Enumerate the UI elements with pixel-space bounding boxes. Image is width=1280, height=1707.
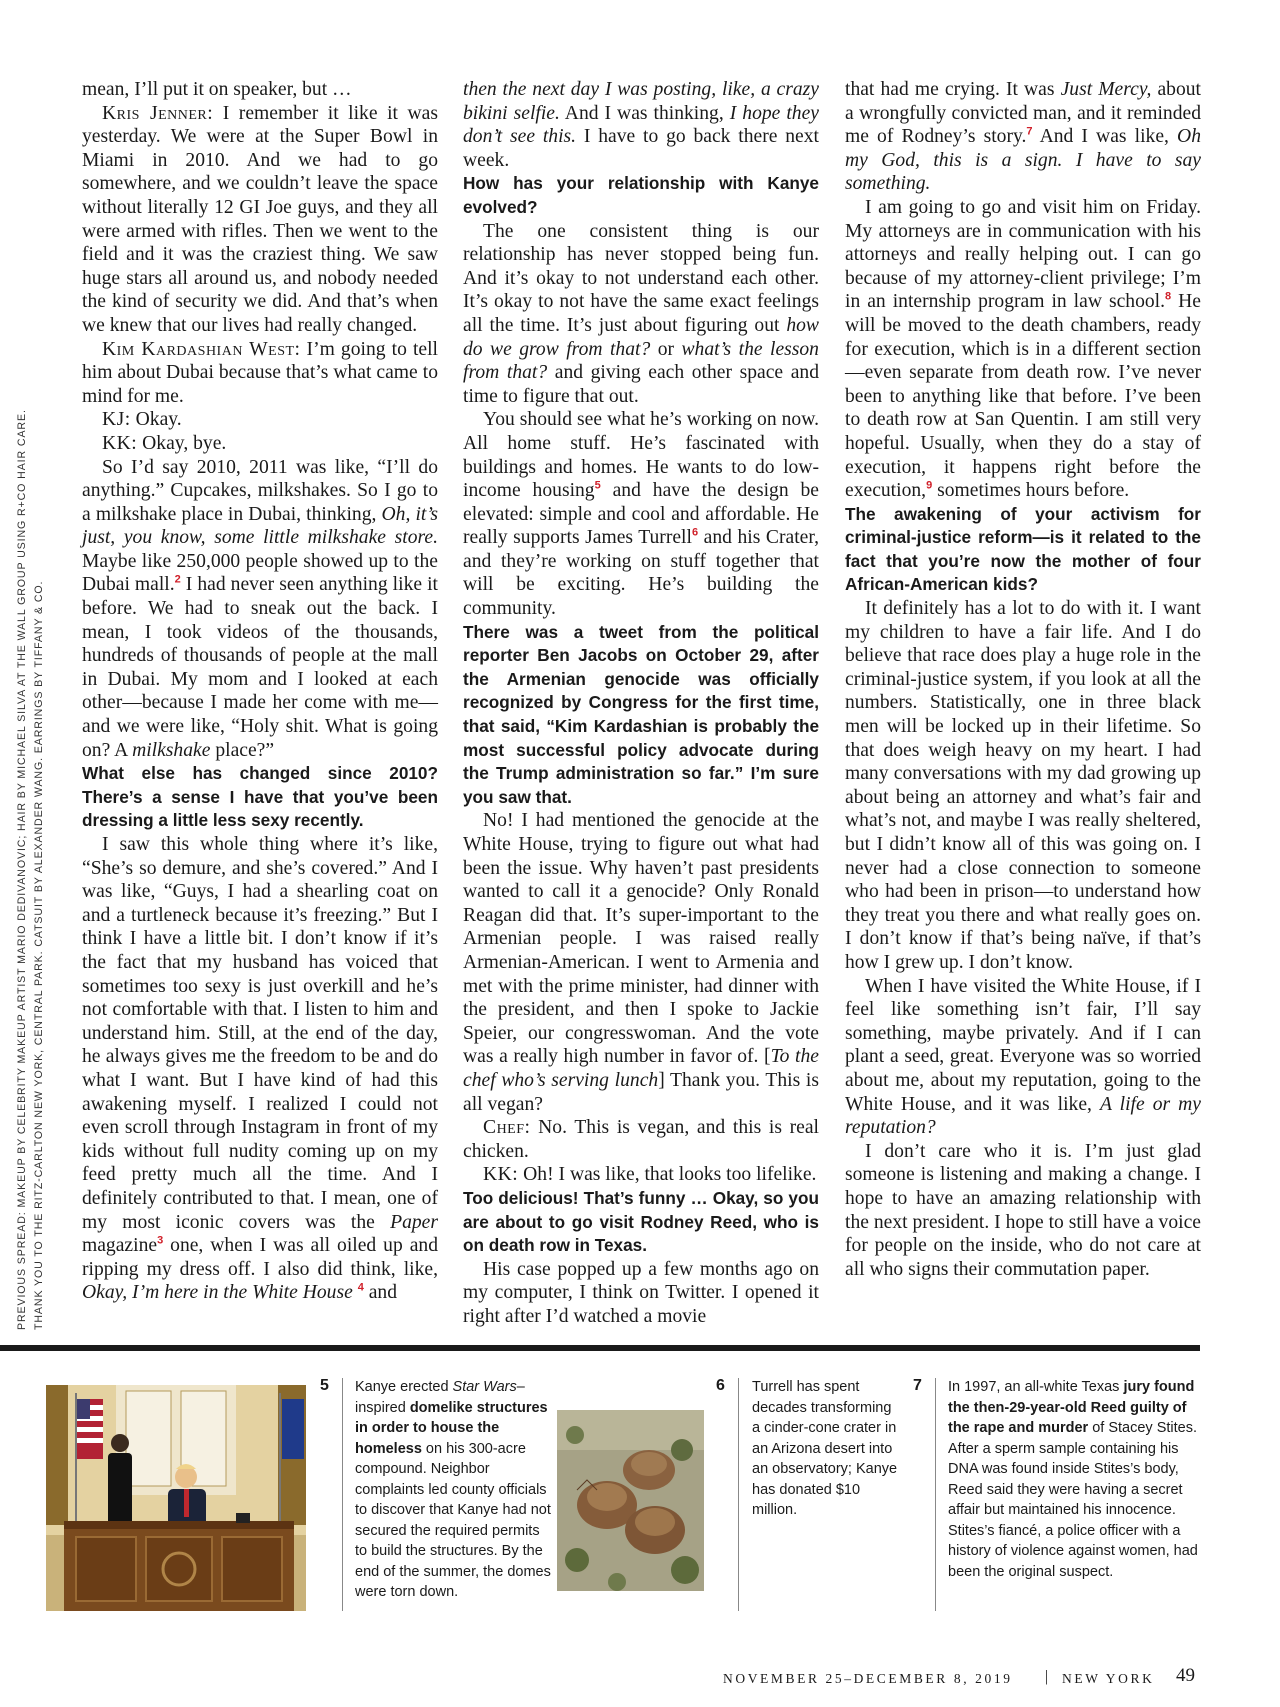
footnote-marker[interactable]: 9 <box>926 479 933 492</box>
paragraph: I don’t care who it is. I’m just glad someone is listening and making a change. I hope to have an amazing relationship with the next president. I hope to still have a voice for people on the inside, who do not care at all who signs their commutation paper. <box>845 1140 1201 1280</box>
interview-question: What else has changed since 2010? There’s a sense I have that you’ve been dressing a little less sexy recently. <box>82 763 438 831</box>
footnote-rule <box>738 1378 739 1611</box>
interview-question: How has your relationship with Kanye evolved? <box>463 173 819 217</box>
footnote-number-5: 5 <box>320 1377 329 1394</box>
paragraph: You should see what he’s working on now. All home stuff. He’s fascinated with buildings and homes. He wants to do low-income housing$^5$ and have the design be elevated: simple and cool and affordable. He really supports James Turrell$^6$ and his Crater, and they’re working on stuff together that will be exciting. He’s building the community. <box>463 409 819 620</box>
photo-credits <box>14 330 48 1330</box>
paragraph: that had me crying. It was Just Mercy, about a wrongfully convicted man, and it reminded me of Rodney’s story.$^7$ And I was like, Oh my God, this is a sign. I have to say something. <box>845 79 1201 195</box>
page-number: 49 <box>1176 1665 1195 1686</box>
interview-question: The awakening of your activism for criminal-justice reform—is it related to the fact that you’re now the mother of four African-American kids? <box>845 503 1201 595</box>
paragraph: I saw this whole thing where it’s like, “She’s so demure, and she’s covered.” And I was like, “Guys, I had a shearling coat on and a turtleneck because it’s freezing.” But I think I have a little bit. I don’t know if it’s the fact that my husband has voiced that sometimes too sexy is just overkill and he’s not comfortable with that. I listen to him and understand him. Still, at the end of the day, he always gives me the freedom to be and do what I want. But I have kind of had this awakening myself. I realized I could not even scroll through Instagram in front of my kids without full nudity coming up on my feed pretty much all the time. And I definitely contributed to that. I mean, one of my most iconic covers was the Paper magazine$^3$ one, when I was all oiled up and ripping my dress off. I also did think, like, Okay, I’m here in the White House $^4$ and <box>82 834 438 1304</box>
footnote-marker[interactable]: 8 <box>1165 290 1172 303</box>
article-column-3 <box>845 78 1201 1281</box>
footnote-7-text: In 1997, an all-white Texas jury found the then-29-year-old Reed guilty of the rape and murder of Stacey Stites. After a sperm sample containing his DNA was found inside Stites’s body, Reed said they were having a secret affair but maintained his innocence. Stites’s fiancé, a police officer with a history of violence against women, had been the original suspect. <box>948 1379 1198 1580</box>
paragraph: His case popped up a few months ago on my computer, I think on Twitter. I opened it right after I’d watched a movie <box>463 1258 819 1327</box>
footnote-marker[interactable]: 3 <box>157 1234 164 1247</box>
speaker-label: Chef: <box>483 1117 531 1139</box>
paragraph: KJ: Okay. <box>102 409 182 431</box>
footnote-marker[interactable]: 2 <box>174 573 181 586</box>
paragraph: The one consistent thing is our relationship has never stopped being fun. And it’s okay to not understand each other. It’s okay to not have the same exact feelings all the time. It’s just about figuring out how do we grow from that? or what’s the lesson from that? and giving each other space and time to figure that out. <box>463 220 819 407</box>
footnote-number-7: 7 <box>913 1377 922 1394</box>
paragraph: I am going to go and visit him on Friday. My attorneys are in communication with his attorneys and really helping out. I can go because of my attorney-client privilege; I’m in an internship program in law school.$^8$ He will be moved to the death chambers, ready for execution, which is in a different section—even separate from death row. I’ve never been to anything like that before. I’ve been to death row at San Quentin. I am still very hopeful. Usually, when they do a stay of execution, it happens right before the execution,$^9$ sometimes hours before. <box>845 196 1201 502</box>
photo-oval-office <box>46 1385 306 1611</box>
footnote-marker[interactable]: 7 <box>1026 125 1033 138</box>
footnote-rule <box>342 1378 343 1611</box>
paragraph: Chef: No. This is vegan, and this is real chicken. <box>463 1117 819 1162</box>
footnote-rule <box>935 1378 936 1611</box>
paragraph: mean, I’ll put it on speaker, but … <box>82 79 352 100</box>
photo-dome-structures <box>557 1410 704 1591</box>
magazine-name: NEW YORK <box>1062 1671 1155 1686</box>
interview-question: Too delicious! That’s funny … Okay, so you are about to go visit Rodney Reed, who is on death row in Texas. <box>463 1187 819 1256</box>
paragraph: It definitely has a lot to do with it. I want my children to have a fair life. And I do believe that race does play a huge role in the criminal-justice system, if you look at all the numbers. Statistically, one in three black men will be locked up in their lifetime. So that does weigh heavy on my heart. I had many conversations with my dad growing up about being an attorney and what’s fair and what’s not, and maybe I was really sheltered, but I didn’t know all of this was going on. I never had a close connection to someone who had been in prison—to understand how they treat you there and what really goes on. I don’t know if that’s being naïve, if that’s how I grew up. I don’t know. <box>845 598 1201 973</box>
paragraph: So I’d say 2010, 2011 was like, “I’ll do anything.” Cupcakes, milkshakes. So I go to a milkshake place in Dubai, thinking, Oh, it’s just, you know, some little milkshake store. Maybe like 250,000 people showed up to the Dubai mall.$^2$ I had never seen anything like it before. We had to sneak out the back. I mean, I took videos of the thousands, hundreds of thousands of people at the mall in Dubai. My mom and I looked at each other—because I made her come with me—and we were like, “Holy shit. What is going on? A milkshake place?” <box>82 456 438 761</box>
speaker-label: KJ: <box>102 409 131 431</box>
speaker-label: Kris Jenner: <box>102 102 214 124</box>
section-divider <box>0 1345 1200 1351</box>
speaker-label: KK: <box>483 1164 519 1186</box>
credit-line-2: THANK YOU TO THE RITZ-CARLTON NEW YORK, CENTRAL PARK. CATSUIT BY ALEXANDER WANG. EARRINGS BY TIFFANY & CO. <box>33 580 45 1330</box>
footnote-number-6: 6 <box>716 1377 725 1394</box>
footnote-marker[interactable]: 5 <box>594 479 601 492</box>
paragraph: KK: Oh! I was like, that looks too lifelike. <box>483 1164 817 1186</box>
interview-question: There was a tweet from the political reporter Ben Jacobs on October 29, after the Armenian genocide was officially recognized by Congress for the first time, that said, “Kim Kardashian is probably the most successful policy advocate during the Trump administration so far.” I’m sure you saw that. <box>463 621 819 807</box>
footnote-6-text: Turrell has spent decades transforming a cinder-cone crater in an Arizona desert into an observatory; Kanye has donated $10 million. <box>752 1379 898 1518</box>
issue-date: NOVEMBER 25–DECEMBER 8, 2019 <box>723 1671 1013 1686</box>
paragraph: then the next day I was posting, like, a crazy bikini selfie. And I was thinking, I hope they don’t see this. I have to go back there next week. <box>463 79 819 171</box>
footnote-5-text: Kanye erected Star Wars–inspired domelike structures in order to house the homeless on his 300-acre compound. Neighbor complaints led county officials to discover that Kanye had not secured the required permits to build the structures. By the end of the summer, the domes were torn down. <box>355 1379 551 1600</box>
footer-separator: | <box>1045 1668 1049 1685</box>
paragraph: No! I had mentioned the genocide at the White House, trying to figure out what had been the issue. Why haven’t past presidents wanted to call it a genocide? Only Ronald Reagan did that. It’s super-important to the Armenian people. I was raised really Armenian-American. I went to Armenia and met with the prime minister, had dinner with the president, and then I spoke to Jackie Speier, our congresswoman. And the vote was a really high number in favor of. [To the chef who’s serving lunch] Thank you. This is all vegan? <box>463 810 819 1115</box>
oval-office-illustration <box>46 1385 306 1611</box>
footnote-marker[interactable]: 6 <box>691 526 699 539</box>
domes-illustration <box>557 1410 704 1591</box>
paragraph: Kim Kardashian West: I’m going to tell him about Dubai because that’s what came to mind for me. <box>82 338 438 407</box>
speaker-label: KK: <box>102 432 138 454</box>
credit-line-1: PREVIOUS SPREAD: MAKEUP BY CELEBRITY MAKEUP ARTIST MARIO DEDIVANOVIC; HAIR BY MICHAEL SILVA AT THE WALL GROUP USING R+CO HAIR CARE. <box>16 409 28 1330</box>
article-column-2 <box>463 78 819 1328</box>
paragraph: When I have visited the White House, if I feel like something isn’t fair, I’ll say something, maybe privately. And if I can plant a seed, great. Everyone was so worried about me, about my reputation, going to the White House, and it was like, A life or my reputation? <box>845 975 1201 1139</box>
paragraph: Kris Jenner: I remember it like it was yesterday. We were at the Super Bowl in Miami in 2010. And we had to go somewhere, and we couldn’t leave the space without literally 12 GI Joe guys, and they all were armed with rifles. Then we went to the field and it was the craziest thing. We saw huge stars all around us, and nobody needed the kind of security we did. And that’s when we knew that our lives had really changed. <box>82 102 438 336</box>
footnote-marker[interactable]: 4 <box>357 1281 364 1294</box>
article-column-1 <box>82 78 438 1305</box>
paragraph: KK: Okay, bye. <box>102 432 227 454</box>
speaker-label: Kim Kardashian West: <box>102 338 301 360</box>
